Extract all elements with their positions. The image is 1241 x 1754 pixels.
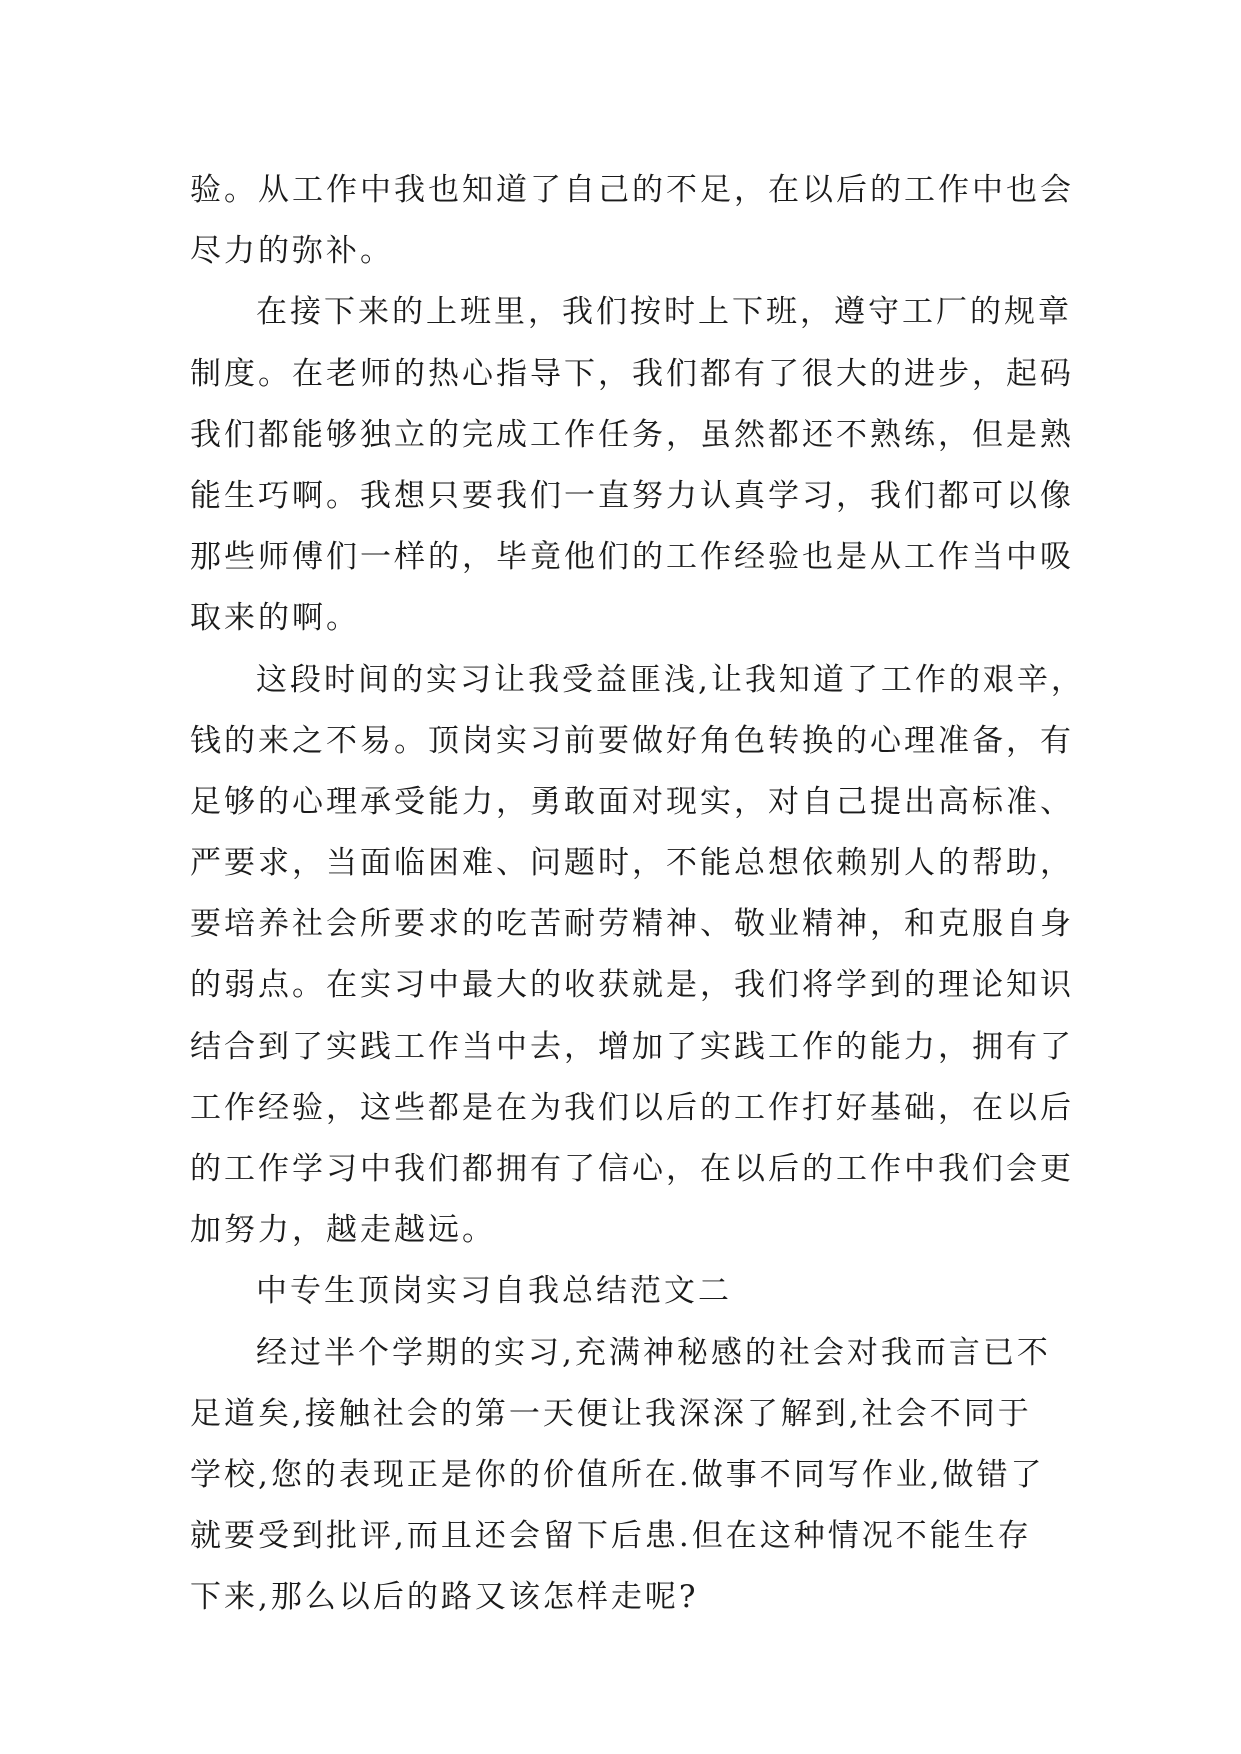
text-line: 制度。在老师的热心指导下，我们都有了很大的进步，起码	[190, 355, 1074, 392]
text-line: 钱的来之不易。顶岗实习前要做好角色转换的心理准备，有	[190, 722, 1074, 759]
text-line: 工作经验，这些都是在为我们以后的工作打好基础，在以后	[190, 1089, 1074, 1126]
text-line: 学校,您的表现正是你的价值所在.做事不同写作业,做错了	[190, 1456, 1045, 1493]
text-line: 验。从工作中我也知道了自己的不足，在以后的工作中也会	[190, 172, 1074, 208]
document-body	[190, 160, 1085, 1629]
text-line: 尽力的弥补。	[190, 233, 394, 270]
text-line: 取来的啊。	[190, 600, 360, 637]
paragraph-start-line: 这段时间的实习让我受益匪浅,让我知道了工作的艰辛，	[256, 661, 1085, 698]
text-line: 就要受到批评,而且还会留下后患.但在这种情况不能生存	[190, 1518, 1032, 1555]
text-line: 那些师傅们一样的，毕竟他们的工作经验也是从工作当中吸	[190, 539, 1074, 576]
text-line: 要培养社会所要求的吃苦耐劳精神、敬业精神，和克服自身	[190, 906, 1074, 943]
text-line: 的工作学习中我们都拥有了信心，在以后的工作中我们会更	[190, 1151, 1074, 1187]
text-line: 足够的心理承受能力，勇敢面对现实，对自己提出高标准、	[190, 783, 1074, 820]
text-line: 结合到了实践工作当中去，增加了实践工作的能力，拥有了	[190, 1028, 1074, 1065]
text-line: 我们都能够独立的完成工作任务，虽然都还不熟练，但是熟	[190, 416, 1074, 453]
text-line: 足道矣,接触社会的第一天便让我深深了解到,社会不同于	[190, 1395, 1032, 1432]
text-line: 能生巧啊。我想只要我们一直努力认真学习，我们都可以像	[190, 477, 1074, 514]
text-line: 的弱点。在实习中最大的收获就是，我们将学到的理论知识	[190, 967, 1074, 1004]
text-line: 下来,那么以后的路又该怎样走呢?	[190, 1579, 699, 1616]
paragraph-start-line: 经过半个学期的实习,充满神秘感的社会对我而言已不	[256, 1334, 1051, 1371]
paragraph-start-line: 在接下来的上班里，我们按时上下班，遵守工厂的规章	[256, 294, 1072, 331]
text-line: 严要求，当面临困难、问题时，不能总想依赖别人的帮助，	[190, 845, 1074, 882]
section-heading: 中专生顶岗实习自我总结范文二	[256, 1273, 732, 1310]
text-line: 加努力，越走越远。	[190, 1212, 496, 1249]
